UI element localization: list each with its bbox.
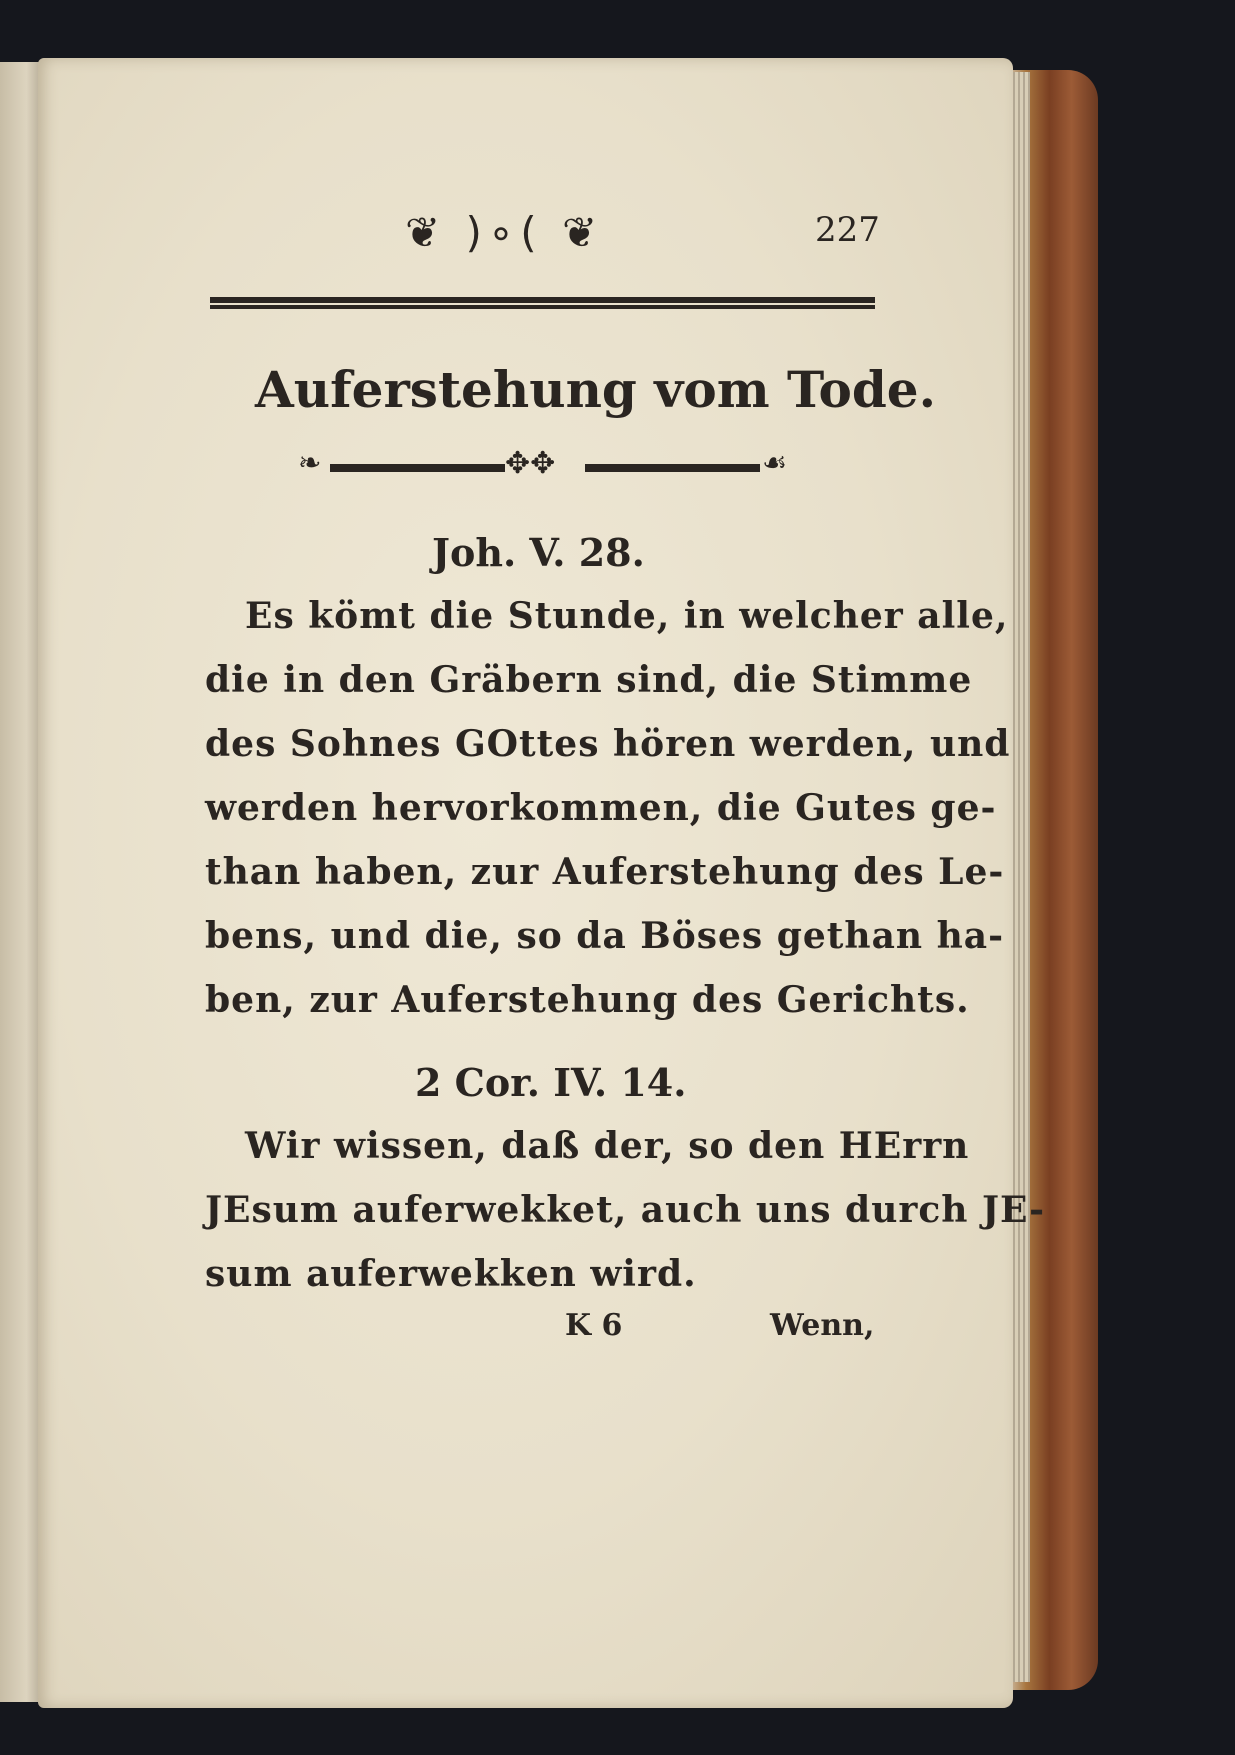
passage-line: sum auferwekken wird.: [205, 1253, 697, 1295]
passage-line: JEsum auferwekket, auch uns durch JE-: [205, 1189, 1046, 1231]
divider-knot-icon: ✥✥: [505, 446, 556, 481]
page-number: 227: [815, 210, 880, 250]
divider-line-right: [585, 464, 760, 472]
passage-reference: Joh. V. 28.: [432, 530, 645, 575]
signature-mark: K 6: [565, 1308, 623, 1343]
catchword: Wenn,: [770, 1308, 875, 1343]
passage-line: die in den Gräbern sind, die Stimme: [205, 659, 973, 701]
divider-left-flourish-icon: ❧: [298, 446, 322, 479]
divider-right-flourish-icon: ☙: [762, 446, 788, 479]
divider-line-left: [330, 464, 505, 472]
passage-line: des Sohnes GOttes hören werden, und: [205, 723, 1011, 765]
passage-line: than haben, zur Auferstehung des Le-: [205, 851, 1005, 893]
passage-line: bens, und die, so da Böses gethan ha-: [205, 915, 1005, 957]
page-title: Auferstehung vom Tode.: [255, 360, 937, 419]
passage-line: werden hervorkommen, die Gutes ge-: [205, 787, 997, 829]
header-rule: [210, 297, 875, 309]
ornamental-divider: [298, 446, 790, 481]
passage-line: Wir wissen, daß der, so den HErrn: [245, 1125, 970, 1167]
passage-line: Es kömt die Stunde, in welcher alle,: [245, 595, 1009, 637]
passage-reference: 2 Cor. IV. 14.: [415, 1060, 687, 1105]
passage-line: ben, zur Auferstehung des Gerichts.: [205, 979, 970, 1021]
header-ornament: ❦ )∘( ❦: [405, 208, 604, 257]
